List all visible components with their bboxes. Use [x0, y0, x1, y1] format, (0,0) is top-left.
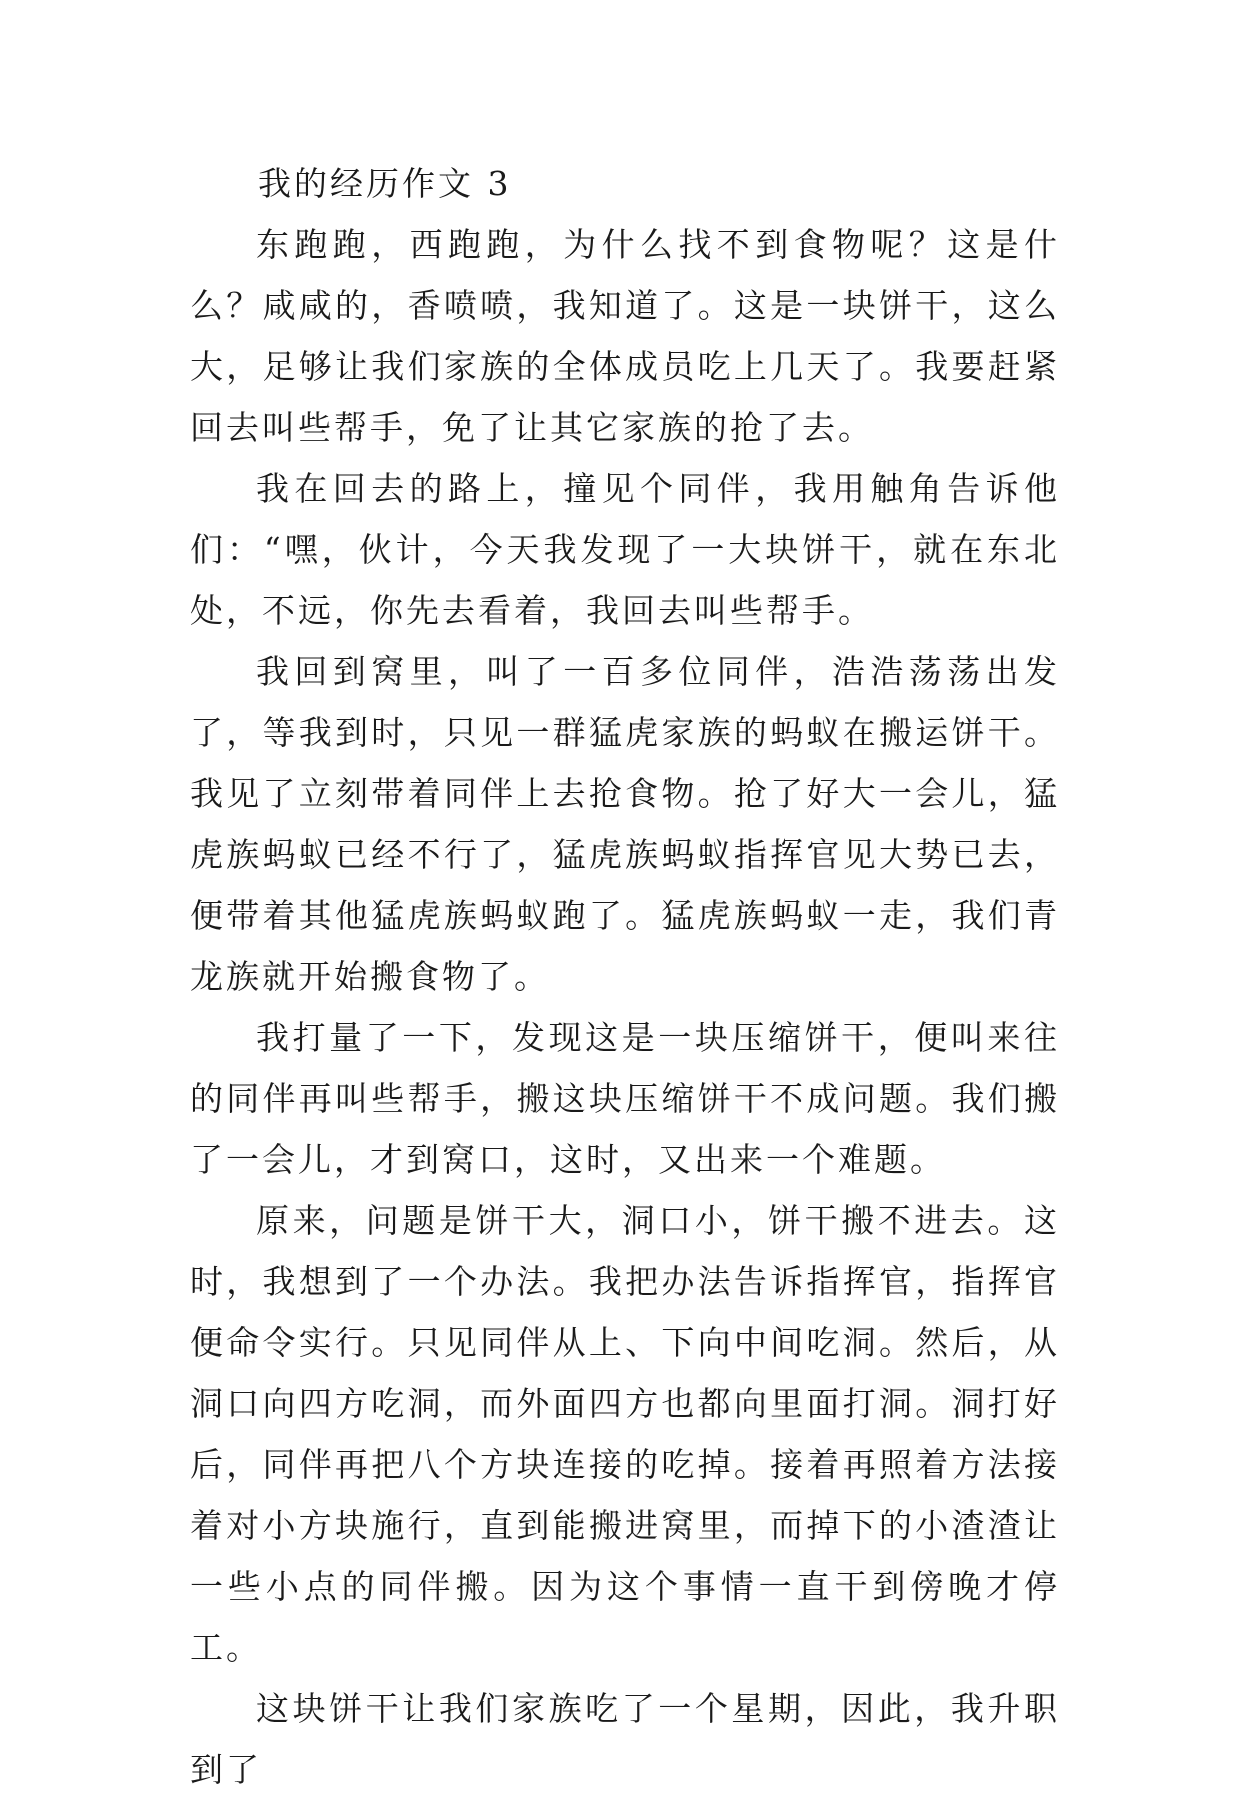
body-text — [190, 214, 1060, 1800]
paragraph-4: 我打量了一下，发现这是一块压缩饼干，便叫来往的同伴再叫些帮手，搬这块压缩饼干不成问题。我们搬了一会儿，才到窝口，这时，又出来一个难题。 — [190, 1018, 1060, 1179]
paragraph-6: 这块饼干让我们家族吃了一个星期，因此，我升职到了 — [190, 1689, 1060, 1789]
paragraph-1: 东跑跑，西跑跑，为什么找不到食物呢？这是什么？咸咸的，香喷喷，我知道了。这是一块饼干，这么大，足够让我们家族的全体成员吃上几天了。我要赶紧回去叫些帮手，免了让其它家族的抢了去。 — [190, 225, 1060, 447]
paragraph-2: 我在回去的路上，撞见个同伴，我用触角告诉他们：“嘿，伙计，今天我发现了一大块饼干，就在东北处，不远，你先去看着，我回去叫些帮手。 — [190, 469, 1060, 630]
page-title: 我的经历作文 3 — [258, 164, 512, 203]
paragraph-5: 原来，问题是饼干大，洞口小，饼干搬不进去。这时，我想到了一个办法。我把办法告诉指挥官，指挥官便命令实行。只见同伴从上、下向中间吃洞。然后，从洞口向四方吃洞，而外面四方也都向里面打洞。洞打好后，同伴再把八个方块连接的吃掉。接着再照着方法接着对小方块施行，直到能搬进窝里，而掉下的小渣渣让一些小点的同伴搬。因为这个事情一直干到傍晚才停工。 — [190, 1201, 1060, 1667]
paragraph-3: 我回到窝里，叫了一百多位同伴，浩浩荡荡出发了，等我到时，只见一群猛虎家族的蚂蚁在搬运饼干。我见了立刻带着同伴上去抢食物。抢了好大一会儿，猛虎族蚂蚁已经不行了，猛虎族蚂蚁指挥官见大势已去，便带着其他猛虎族蚂蚁跑了。猛虎族蚂蚁一走，我们青龙族就开始搬食物了。 — [190, 652, 1060, 996]
